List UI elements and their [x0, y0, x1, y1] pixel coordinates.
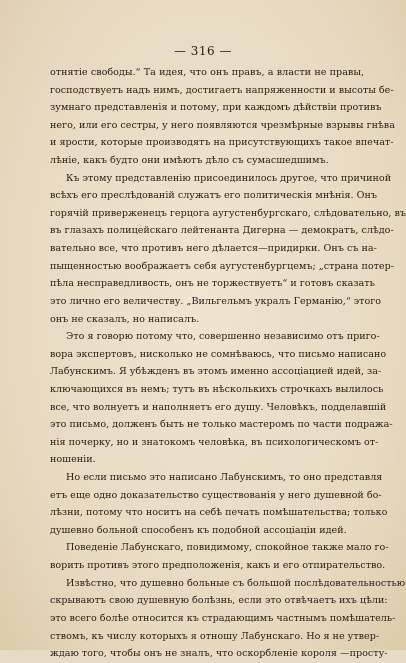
text-line: него, или его сестры, у него появляются чрезмѣрные взрывы гнѣва [50, 119, 395, 131]
text-line: Къ этому представленію присоединилось другое, что причиной [66, 172, 392, 184]
text-line: етъ еще одно доказательство существованія у него душевной бо- [50, 489, 382, 501]
text-line: въ глазахъ полицейскаго лейтенанта Дигерна — демократъ, слѣдо- [50, 225, 394, 237]
text-line: ношеніи. [50, 454, 96, 466]
text-line: ключающихся въ немъ; тутъ въ нѣсколькихъ строчкахъ вылилось [50, 383, 384, 395]
text-line: онъ не сказалъ, но написалъ. [50, 313, 200, 325]
text-line: все, что волнуетъ и наполняетъ его душу. Человѣкъ, подделавшій [50, 401, 387, 413]
text-line: душевно больной способенъ къ подобной ассоціаціи идей. [50, 524, 347, 536]
text-line: господствуетъ надъ нимъ, достигаетъ напряженности и высоты бе- [50, 84, 394, 96]
text-line: ворить противъ этого предположенія, какъ и его отпирательство. [50, 560, 386, 572]
text-line: лѣзни, потому что носитъ на себѣ печать помѣшательства; только [50, 507, 388, 519]
text-line: Поведеніе Лабунскаго, повидимому, спокойное также мало го- [66, 542, 389, 554]
text-line: Лабунскимъ. Я убѣжденъ въ этомъ именно ассоціацией идей, за- [50, 366, 382, 378]
text-line: зумнаго представленія и потому, при каждомъ дѣйствіи противъ [50, 102, 382, 114]
text-line: лѣніе, какъ будто они имѣютъ дѣло съ сумасшедшимъ. [50, 155, 329, 167]
text-line: Извѣстно, что душевно больные съ большой послѣдовательностью [66, 577, 406, 589]
text-line: вора экспертовъ, нисколько не сомнѣваюсь, что письмо написано [50, 348, 387, 360]
text-line: это письмо, долженъ быть не только мастеромъ по части подража- [50, 419, 393, 431]
text-line: отнятіе свободы.“ Та идея, что онъ правъ, а власти не правы, [50, 67, 364, 78]
text-line: всѣхъ его преслѣдованій служатъ его политическія мнѣнія. Онъ [50, 190, 378, 202]
text-line: скрываютъ свою душевную болѣзнь, если это отвѣчаетъ ихъ цѣли: [50, 595, 388, 607]
text-line: ждаю того, чтобы онъ не зналъ, что оскорбленіе короля —просту- [50, 648, 388, 660]
text-line: пѣла несправедливость, онъ не торжествуетъ“ и готовъ сказать [50, 278, 375, 290]
text-line: это всего болѣе относится къ страдающимъ частнымъ помѣшатель- [50, 612, 396, 624]
text-line: Это я говорю потому что, совершенно независимо отъ приго- [66, 331, 380, 343]
page-number: — 316 — [173, 44, 233, 58]
text-line: нія почерку, но и знатокомъ человѣка, въ психологическомъ от- [50, 436, 379, 448]
text-line: это лично его величеству. „Вильгельмъ укралъ Германію,“ этого [50, 295, 382, 307]
text-line: Но если письмо это написано Лабунскимъ, то оно представля [66, 472, 383, 484]
body-text [50, 64, 406, 663]
text-line: и ярости, которые производятъ на присутствующихъ такое впечат- [50, 137, 394, 149]
text-line: вательно все, что противъ него дѣлается—придирки. Онъ съ на- [50, 243, 377, 255]
text-line: горячій приверженецъ герцога аугустенбургскаго, слѣдовательно, въ [50, 207, 406, 219]
text-line: пыщенностью воображаетъ себя аугустенбургцемъ; „страна потер- [50, 260, 394, 272]
text-line: ствомъ, къ числу которыхъ я отношу Лабунскаго. Но я не утвер- [50, 630, 380, 642]
